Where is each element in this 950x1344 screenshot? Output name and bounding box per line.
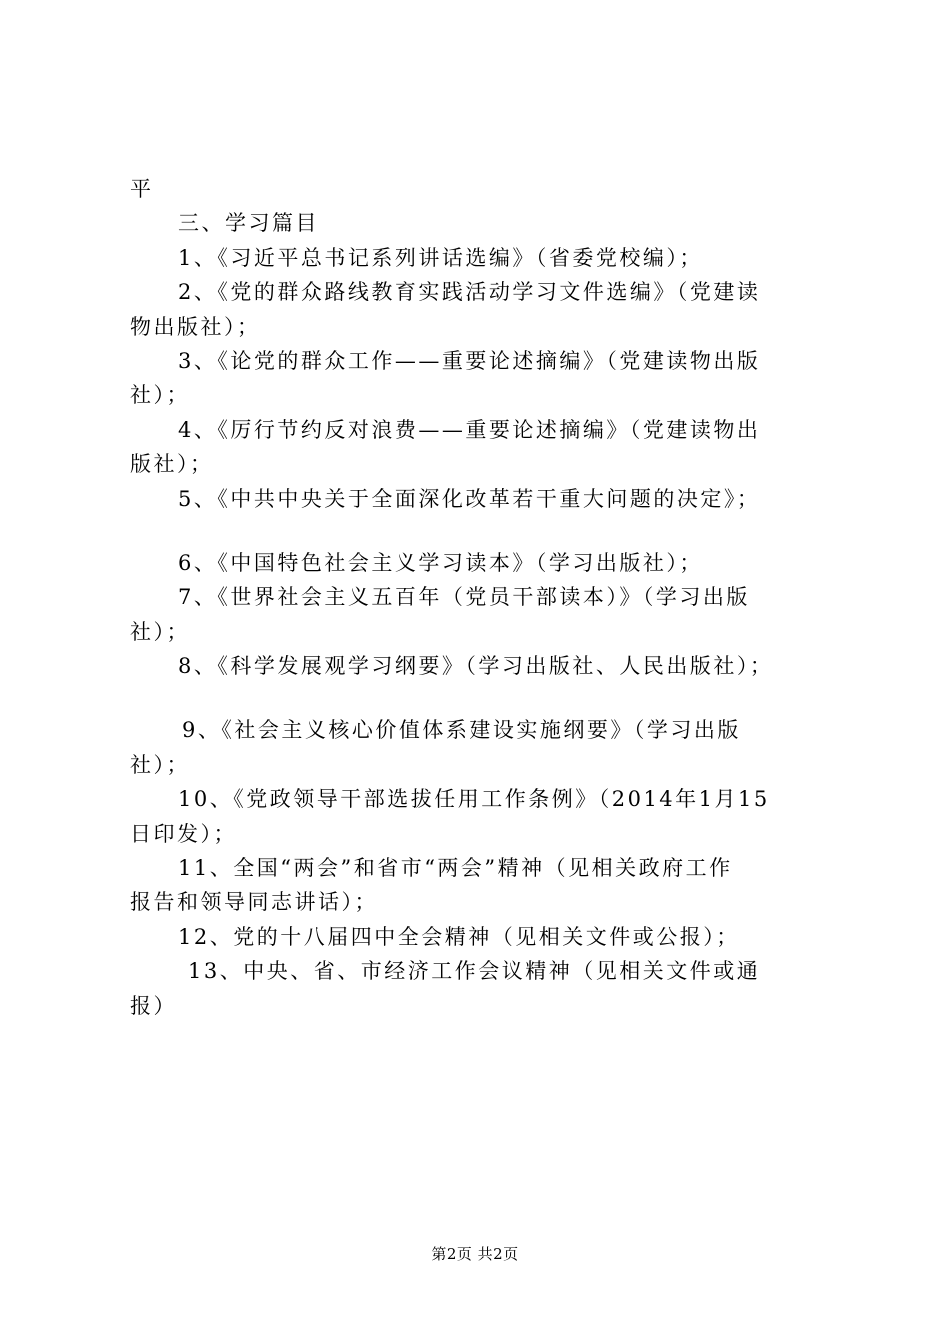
list-item: 10、《党政领导干部选拔任用工作条例》（2014年1月15 <box>178 787 770 812</box>
list-item-continuation: 社）； <box>130 619 190 644</box>
text-line: 平 <box>130 177 154 201</box>
blank-line <box>130 683 840 713</box>
list-item: 9、《社会主义核心价值体系建设实施纲要》（学习出版 <box>182 718 741 743</box>
document-body <box>130 172 840 1023</box>
blank-line <box>130 516 840 546</box>
list-item-continuation: 日印发）； <box>130 821 237 846</box>
section-heading: 三、学习篇目 <box>178 211 319 236</box>
list-item: 13、中央、省、市经济工作会议精神（见相关文件或通 <box>188 959 761 984</box>
list-item: 7、《世界社会主义五百年（党员干部读本）》（学习出版 <box>178 585 750 610</box>
list-item: 1、《习近平总书记系列讲话选编》（省委党校编）； <box>178 245 703 270</box>
page-number-footer: 第2页 共2页 <box>431 1245 519 1263</box>
list-item: 12、党的十八届四中全会精神（见相关文件或公报）； <box>178 924 740 949</box>
list-item-continuation: 社）； <box>130 752 190 777</box>
list-item: 5、《中共中央关于全面深化改革若干重大问题的决定》； <box>178 486 761 511</box>
list-item-continuation: 版社）； <box>130 452 214 477</box>
list-item-continuation: 社）； <box>130 383 190 408</box>
list-item: 3、《论党的群众工作——重要论述摘编》（党建读物出版 <box>178 348 761 373</box>
list-item-continuation: 报） <box>130 993 177 1018</box>
list-item: 4、《厉行节约反对浪费——重要论述摘编》（党建读物出 <box>178 417 761 442</box>
list-item-continuation: 物出版社）； <box>130 314 261 339</box>
list-item: 8、《科学发展观学习纲要》（学习出版社、人民出版社）； <box>178 654 774 679</box>
list-item: 6、《中国特色社会主义学习读本》（学习出版社）； <box>178 550 703 575</box>
list-item: 11、全国“两会”和省市“两会”精神（见相关政府工作 <box>178 856 733 881</box>
list-item-continuation: 报告和领导同志讲话）； <box>130 890 378 915</box>
list-item: 2、《党的群众路线教育实践活动学习文件选编》（党建读 <box>178 280 761 305</box>
